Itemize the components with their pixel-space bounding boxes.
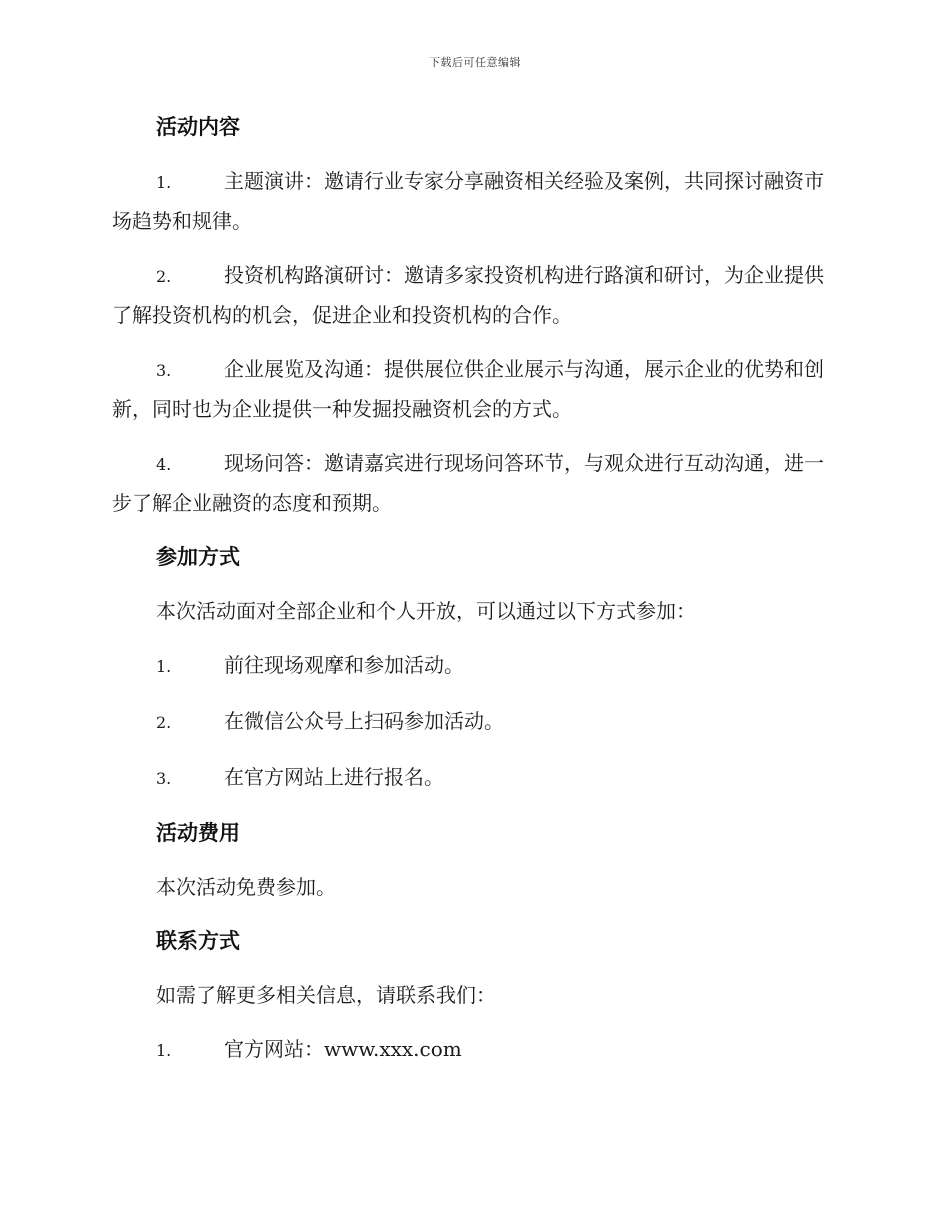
list-item-number: 1.: [156, 173, 172, 192]
section-heading-fee: 活动费用: [156, 820, 240, 845]
list-item: [112, 256, 834, 334]
list-item: [112, 646, 834, 686]
list-item: [112, 350, 834, 428]
list-item-text: 官方网站：www.xxx.com: [224, 1037, 462, 1061]
fee-text: 本次活动免费参加。: [156, 875, 336, 899]
list-item-text: 在官方网站上进行报名。: [224, 765, 444, 789]
list-item-number: 2.: [156, 713, 172, 732]
list-item: [112, 444, 834, 522]
section-heading-content: 活动内容: [156, 114, 240, 139]
list-item-text: 投资机构路演研讨：邀请多家投资机构进行路演和研讨，为企业提供了解投资机构的机会，促进企业和投资机构的合作。: [112, 263, 824, 327]
list-item-number: 3.: [156, 361, 172, 380]
list-item-number: 1.: [156, 1041, 172, 1060]
list-item-text: 在微信公众号上扫码参加活动。: [224, 709, 504, 733]
list-item: [112, 758, 834, 798]
list-item: [112, 702, 834, 742]
section-heading-contact: 联系方式: [156, 928, 240, 953]
participation-intro: 本次活动面对全部企业和个人开放，可以通过以下方式参加：: [156, 599, 696, 623]
list-item-text: 企业展览及沟通：提供展位供企业展示与沟通，展示企业的优势和创新，同时也为企业提供一种发掘投融资机会的方式。: [112, 357, 824, 421]
header-note: 下载后可任意编辑: [429, 56, 521, 69]
list-item-text: 现场问答：邀请嘉宾进行现场问答环节，与观众进行互动沟通，进一步了解企业融资的态度和预期。: [112, 451, 824, 515]
list-item-number: 4.: [156, 455, 172, 474]
list-item-number: 2.: [156, 267, 172, 286]
list-item-number: 1.: [156, 657, 172, 676]
contact-intro: 如需了解更多相关信息，请联系我们：: [156, 983, 496, 1007]
list-item-text: 前往现场观摩和参加活动。: [224, 653, 464, 677]
list-item-number: 3.: [156, 769, 172, 788]
list-item-text: 主题演讲：邀请行业专家分享融资相关经验及案例，共同探讨融资市场趋势和规律。: [112, 169, 824, 233]
section-heading-participation: 参加方式: [156, 544, 240, 569]
document-body: [112, 108, 834, 1086]
list-item: [112, 1030, 834, 1070]
list-item: [112, 162, 834, 240]
